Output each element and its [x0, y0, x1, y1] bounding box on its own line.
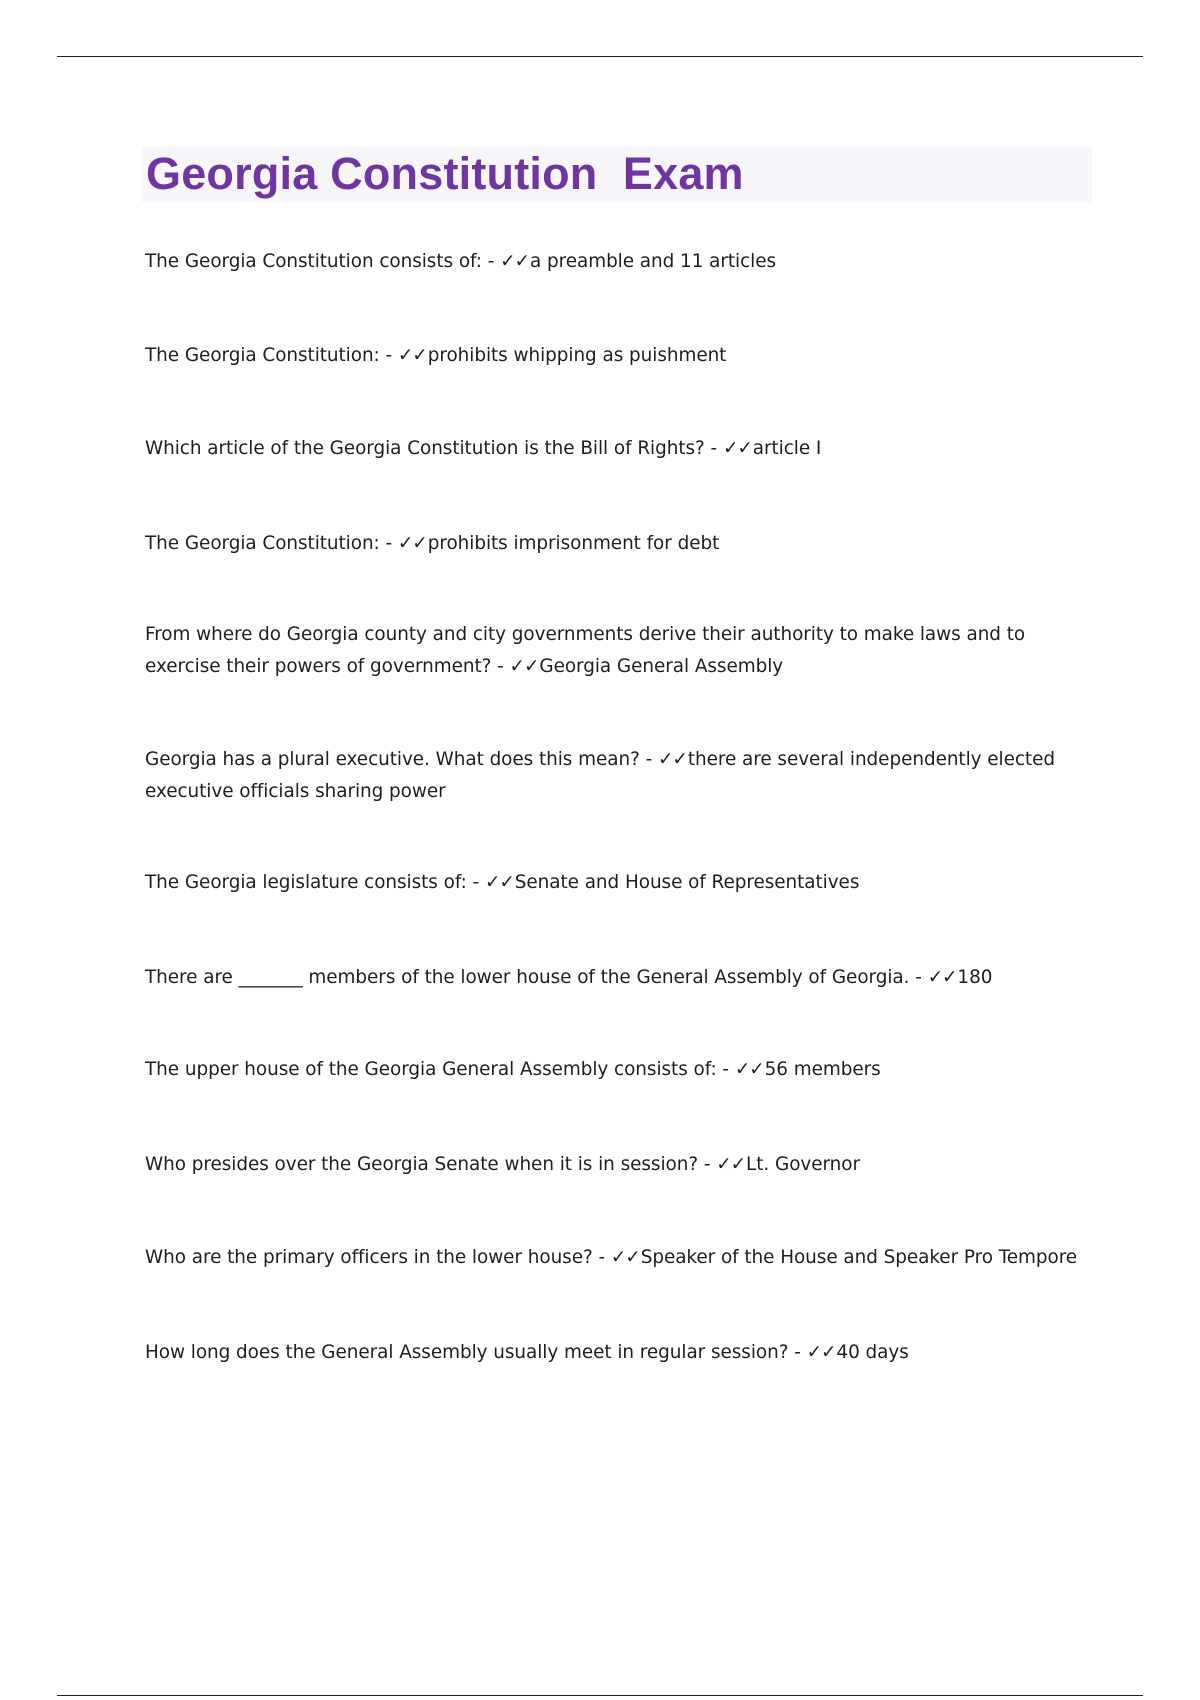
question-text: There are _______ members of the lower house of the General Assembly of Georgia.	[145, 967, 910, 988]
qa-item	[145, 1149, 1095, 1181]
bottom-rule	[57, 1695, 1143, 1696]
double-check-icon: ✓✓	[716, 1154, 746, 1175]
answer-text: Georgia General Assembly	[539, 656, 784, 677]
qa-item	[145, 433, 1095, 465]
qa-item	[145, 962, 1095, 994]
answer-text: Senate and House of Representatives	[514, 872, 860, 893]
separator: -	[592, 1247, 611, 1268]
question-text: Who presides over the Georgia Senate when it is in session?	[145, 1154, 699, 1175]
double-check-icon: ✓✓	[658, 749, 687, 770]
top-rule	[57, 56, 1143, 57]
question-text: How long does the General Assembly usually meet in regular session?	[145, 1342, 789, 1363]
qa-item	[145, 1337, 1095, 1369]
answer-text: Lt. Governor	[746, 1154, 861, 1175]
double-check-icon: ✓✓	[610, 1247, 640, 1268]
answer-text: 180	[957, 967, 993, 988]
answer-text: a preamble and 11 articles	[529, 251, 777, 272]
page-title: Georgia Constitution Exam	[146, 148, 744, 199]
separator: -	[466, 872, 485, 893]
double-check-icon: ✓✓	[722, 438, 752, 459]
separator: -	[379, 533, 398, 554]
answer-text: 40 days	[836, 1342, 909, 1363]
question-text: The Georgia Constitution:	[145, 345, 380, 366]
question-text: The Georgia legislature consists of:	[145, 872, 467, 893]
separator: -	[698, 1154, 717, 1175]
double-check-icon: ✓✓	[484, 872, 514, 893]
qa-item	[145, 744, 1095, 808]
qa-item	[145, 1054, 1095, 1086]
double-check-icon: ✓✓	[397, 533, 427, 554]
question-text: Georgia has a plural executive. What does this mean?	[145, 749, 640, 770]
question-text: The Georgia Constitution:	[145, 533, 380, 554]
answer-text: article I	[752, 438, 822, 459]
qa-item	[145, 867, 1095, 899]
separator: -	[379, 345, 398, 366]
qa-item	[145, 1242, 1095, 1274]
qa-item	[145, 619, 1095, 683]
separator: -	[491, 656, 510, 677]
separator: -	[909, 967, 928, 988]
question-text: The upper house of the Georgia General Assembly consists of:	[145, 1059, 717, 1080]
question-text: The Georgia Constitution consists of:	[145, 251, 482, 272]
answer-text: prohibits whipping as puishment	[427, 345, 727, 366]
answer-text: there are several independently elected executive officials sharing power	[145, 749, 1055, 802]
answer-text: Speaker of the House and Speaker Pro Tempore	[640, 1247, 1078, 1268]
separator: -	[639, 749, 658, 770]
answer-text: 56 members	[764, 1059, 881, 1080]
double-check-icon: ✓✓	[734, 1059, 764, 1080]
double-check-icon: ✓✓	[500, 251, 529, 272]
double-check-icon: ✓✓	[509, 656, 539, 677]
separator: -	[481, 251, 501, 272]
double-check-icon: ✓✓	[397, 345, 427, 366]
separator: -	[704, 438, 723, 459]
question-text: From where do Georgia county and city governments derive their authority to make laws and to exercise their powers of government?	[145, 624, 1026, 677]
question-text: Which article of the Georgia Constitution is the Bill of Rights?	[145, 438, 705, 459]
separator: -	[716, 1059, 735, 1080]
answer-text: prohibits imprisonment for debt	[427, 533, 720, 554]
qa-item	[145, 528, 1095, 560]
qa-item	[145, 246, 1095, 278]
separator: -	[788, 1342, 807, 1363]
question-text: Who are the primary officers in the lower house?	[145, 1247, 593, 1268]
double-check-icon: ✓✓	[806, 1342, 836, 1363]
qa-item	[145, 340, 1095, 372]
double-check-icon: ✓✓	[927, 967, 957, 988]
